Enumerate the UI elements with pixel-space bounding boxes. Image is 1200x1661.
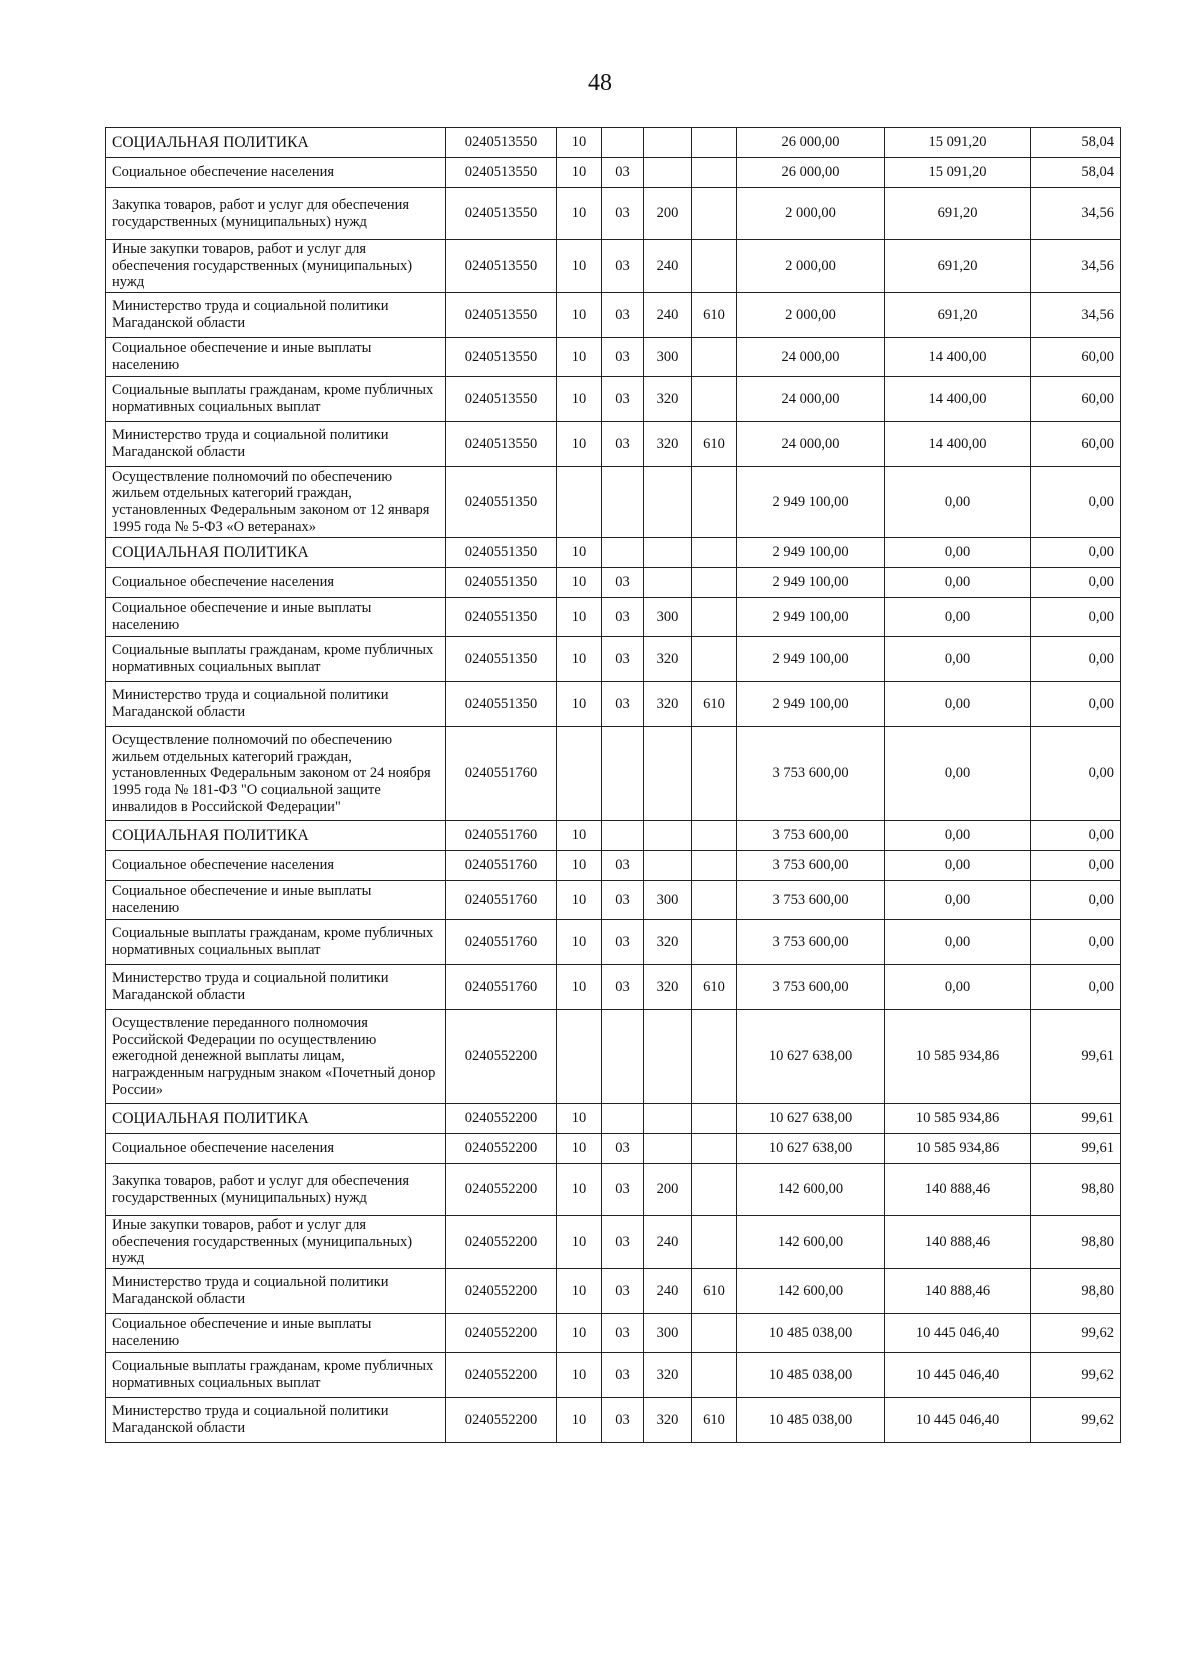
target-article-code-cell: 0240513550 <box>446 338 557 377</box>
execution-percent-cell: 98,80 <box>1031 1269 1121 1314</box>
target-article-code-cell: 0240551350 <box>446 637 557 682</box>
executed-amount-cell: 0,00 <box>885 598 1031 637</box>
section-code-cell: 10 <box>557 188 602 240</box>
executed-amount-cell: 691,20 <box>885 188 1031 240</box>
planned-amount-cell: 3 753 600,00 <box>737 920 885 965</box>
program-name-cell: Министерство труда и социальной политики Магаданской области <box>106 1269 446 1314</box>
execution-percent-cell: 58,04 <box>1031 158 1121 188</box>
subsection-code-cell: 03 <box>602 851 644 881</box>
executed-amount-cell: 140 888,46 <box>885 1164 1031 1216</box>
section-code-cell: 10 <box>557 538 602 568</box>
section-code-cell: 10 <box>557 293 602 338</box>
expense-type-code-cell <box>644 568 692 598</box>
table-row <box>106 881 1121 920</box>
target-article-code-cell: 0240552200 <box>446 1216 557 1269</box>
program-name-cell: Иные закупки товаров, работ и услуг для обеспечения государственных (муниципальных) нужд <box>106 240 446 293</box>
subsection-code-cell: 03 <box>602 158 644 188</box>
executed-amount-cell: 0,00 <box>885 682 1031 727</box>
target-article-code-cell: 0240513550 <box>446 422 557 467</box>
subsection-code-cell <box>602 128 644 158</box>
budget-manager-code-cell <box>692 158 737 188</box>
section-code-cell: 10 <box>557 920 602 965</box>
execution-percent-cell: 98,80 <box>1031 1216 1121 1269</box>
budget-manager-code-cell <box>692 1104 737 1134</box>
target-article-code-cell: 0240552200 <box>446 1398 557 1443</box>
executed-amount-cell: 10 445 046,40 <box>885 1314 1031 1353</box>
subsection-code-cell: 03 <box>602 338 644 377</box>
execution-percent-cell: 99,62 <box>1031 1353 1121 1398</box>
section-code-cell: 10 <box>557 1353 602 1398</box>
table-row <box>106 727 1121 821</box>
subsection-code-cell: 03 <box>602 920 644 965</box>
executed-amount-cell: 14 400,00 <box>885 377 1031 422</box>
program-name-cell: Министерство труда и социальной политики Магаданской области <box>106 1398 446 1443</box>
expense-type-code-cell: 240 <box>644 1216 692 1269</box>
expense-type-code-cell <box>644 1134 692 1164</box>
planned-amount-cell: 3 753 600,00 <box>737 727 885 821</box>
subsection-code-cell <box>602 821 644 851</box>
expense-type-code-cell <box>644 158 692 188</box>
execution-percent-cell: 0,00 <box>1031 727 1121 821</box>
section-code-cell: 10 <box>557 1269 602 1314</box>
table-row <box>106 1398 1121 1443</box>
execution-percent-cell: 99,62 <box>1031 1314 1121 1353</box>
planned-amount-cell: 24 000,00 <box>737 377 885 422</box>
target-article-code-cell: 0240513550 <box>446 293 557 338</box>
expense-type-code-cell <box>644 1010 692 1104</box>
section-code-cell: 10 <box>557 682 602 727</box>
subsection-code-cell: 03 <box>602 1314 644 1353</box>
table-row <box>106 338 1121 377</box>
target-article-code-cell: 0240513550 <box>446 158 557 188</box>
execution-percent-cell: 99,61 <box>1031 1134 1121 1164</box>
table-row <box>106 1010 1121 1104</box>
section-code-cell: 10 <box>557 240 602 293</box>
executed-amount-cell: 10 585 934,86 <box>885 1010 1031 1104</box>
executed-amount-cell: 0,00 <box>885 637 1031 682</box>
planned-amount-cell: 2 949 100,00 <box>737 682 885 727</box>
target-article-code-cell: 0240551350 <box>446 682 557 727</box>
table-row <box>106 1314 1121 1353</box>
target-article-code-cell: 0240552200 <box>446 1269 557 1314</box>
target-article-code-cell: 0240552200 <box>446 1010 557 1104</box>
expense-type-code-cell <box>644 538 692 568</box>
expense-type-code-cell: 320 <box>644 422 692 467</box>
target-article-code-cell: 0240551350 <box>446 598 557 637</box>
program-name-cell: Социальное обеспечение и иные выплаты населению <box>106 1314 446 1353</box>
execution-percent-cell: 34,56 <box>1031 188 1121 240</box>
subsection-code-cell: 03 <box>602 1353 644 1398</box>
budget-manager-code-cell <box>692 1164 737 1216</box>
planned-amount-cell: 142 600,00 <box>737 1164 885 1216</box>
program-name-cell: Социальное обеспечение населения <box>106 158 446 188</box>
execution-percent-cell: 0,00 <box>1031 881 1121 920</box>
section-code-cell: 10 <box>557 158 602 188</box>
program-name-cell: Осуществление переданного полномочия Российской Федерации по осуществлению ежегодной денежной выплаты лицам, награжденным нагрудным знаком «Почетный донор России» <box>106 1010 446 1104</box>
subsection-code-cell: 03 <box>602 293 644 338</box>
section-code-cell: 10 <box>557 1398 602 1443</box>
expense-type-code-cell <box>644 821 692 851</box>
budget-manager-code-cell <box>692 128 737 158</box>
executed-amount-cell: 0,00 <box>885 727 1031 821</box>
budget-manager-code-cell: 610 <box>692 293 737 338</box>
execution-percent-cell: 58,04 <box>1031 128 1121 158</box>
section-code-cell: 10 <box>557 881 602 920</box>
budget-manager-code-cell <box>692 568 737 598</box>
expense-type-code-cell <box>644 128 692 158</box>
budget-manager-code-cell <box>692 821 737 851</box>
subsection-code-cell: 03 <box>602 568 644 598</box>
program-name-cell: Министерство труда и социальной политики Магаданской области <box>106 293 446 338</box>
planned-amount-cell: 24 000,00 <box>737 422 885 467</box>
budget-manager-code-cell: 610 <box>692 1269 737 1314</box>
execution-percent-cell: 34,56 <box>1031 240 1121 293</box>
budget-manager-code-cell <box>692 377 737 422</box>
executed-amount-cell: 10 585 934,86 <box>885 1104 1031 1134</box>
executed-amount-cell: 0,00 <box>885 920 1031 965</box>
subsection-code-cell: 03 <box>602 377 644 422</box>
program-name-cell: Министерство труда и социальной политики Магаданской области <box>106 682 446 727</box>
section-code-cell: 10 <box>557 851 602 881</box>
planned-amount-cell: 10 627 638,00 <box>737 1010 885 1104</box>
planned-amount-cell: 2 000,00 <box>737 240 885 293</box>
execution-percent-cell: 98,80 <box>1031 1164 1121 1216</box>
executed-amount-cell: 14 400,00 <box>885 338 1031 377</box>
target-article-code-cell: 0240551760 <box>446 727 557 821</box>
section-code-cell: 10 <box>557 568 602 598</box>
expense-type-code-cell <box>644 467 692 538</box>
expense-type-code-cell: 200 <box>644 188 692 240</box>
program-name-cell: Закупка товаров, работ и услуг для обеспечения государственных (муниципальных) нужд <box>106 188 446 240</box>
target-article-code-cell: 0240551760 <box>446 821 557 851</box>
execution-percent-cell: 99,61 <box>1031 1104 1121 1134</box>
budget-manager-code-cell <box>692 188 737 240</box>
execution-percent-cell: 60,00 <box>1031 377 1121 422</box>
planned-amount-cell: 2 949 100,00 <box>737 637 885 682</box>
budget-manager-code-cell <box>692 851 737 881</box>
section-code-cell: 10 <box>557 1314 602 1353</box>
expense-type-code-cell: 320 <box>644 682 692 727</box>
executed-amount-cell: 0,00 <box>885 851 1031 881</box>
section-code-cell: 10 <box>557 1216 602 1269</box>
execution-percent-cell: 0,00 <box>1031 598 1121 637</box>
program-name-cell: Закупка товаров, работ и услуг для обеспечения государственных (муниципальных) нужд <box>106 1164 446 1216</box>
budget-manager-code-cell <box>692 538 737 568</box>
subsection-code-cell: 03 <box>602 1134 644 1164</box>
execution-percent-cell: 0,00 <box>1031 637 1121 682</box>
budget-manager-code-cell <box>692 920 737 965</box>
expense-type-code-cell: 300 <box>644 598 692 637</box>
table-row <box>106 1104 1121 1134</box>
section-code-cell: 10 <box>557 1104 602 1134</box>
subsection-code-cell: 03 <box>602 422 644 467</box>
subsection-code-cell <box>602 467 644 538</box>
subsection-code-cell <box>602 1104 644 1134</box>
subsection-code-cell: 03 <box>602 637 644 682</box>
program-name-cell: Социальные выплаты гражданам, кроме публичных нормативных социальных выплат <box>106 377 446 422</box>
planned-amount-cell: 10 485 038,00 <box>737 1353 885 1398</box>
budget-manager-code-cell: 610 <box>692 965 737 1010</box>
planned-amount-cell: 26 000,00 <box>737 158 885 188</box>
expense-type-code-cell: 320 <box>644 1353 692 1398</box>
program-name-cell: Социальное обеспечение населения <box>106 1134 446 1164</box>
table-row <box>106 568 1121 598</box>
target-article-code-cell: 0240551350 <box>446 568 557 598</box>
subsection-code-cell: 03 <box>602 1398 644 1443</box>
subsection-code-cell: 03 <box>602 881 644 920</box>
execution-percent-cell: 34,56 <box>1031 293 1121 338</box>
program-name-cell: СОЦИАЛЬНАЯ ПОЛИТИКА <box>106 821 446 851</box>
expense-type-code-cell <box>644 1104 692 1134</box>
table-row <box>106 293 1121 338</box>
budget-manager-code-cell <box>692 1134 737 1164</box>
program-name-cell: Иные закупки товаров, работ и услуг для обеспечения государственных (муниципальных) нужд <box>106 1216 446 1269</box>
table-row <box>106 240 1121 293</box>
table-row <box>106 637 1121 682</box>
program-name-cell: Осуществление полномочий по обеспечению жильем отдельных категорий граждан, установленных Федеральным законом от 24 ноября 1995 года № 181-ФЗ "О социальной защите инвалидов в Российской Федерации" <box>106 727 446 821</box>
planned-amount-cell: 3 753 600,00 <box>737 965 885 1010</box>
target-article-code-cell: 0240513550 <box>446 128 557 158</box>
program-name-cell: Осуществление полномочий по обеспечению жильем отдельных категорий граждан, установленных Федеральным законом от 12 января 1995 года № 5-ФЗ «О ветеранах» <box>106 467 446 538</box>
subsection-code-cell <box>602 538 644 568</box>
budget-manager-code-cell <box>692 727 737 821</box>
planned-amount-cell: 3 753 600,00 <box>737 851 885 881</box>
executed-amount-cell: 10 585 934,86 <box>885 1134 1031 1164</box>
expense-type-code-cell <box>644 851 692 881</box>
execution-percent-cell: 0,00 <box>1031 568 1121 598</box>
table-row <box>106 598 1121 637</box>
planned-amount-cell: 2 000,00 <box>737 188 885 240</box>
program-name-cell: СОЦИАЛЬНАЯ ПОЛИТИКА <box>106 128 446 158</box>
execution-percent-cell: 0,00 <box>1031 851 1121 881</box>
executed-amount-cell: 0,00 <box>885 467 1031 538</box>
budget-manager-code-cell: 610 <box>692 1398 737 1443</box>
planned-amount-cell: 10 627 638,00 <box>737 1134 885 1164</box>
program-name-cell: СОЦИАЛЬНАЯ ПОЛИТИКА <box>106 1104 446 1134</box>
section-code-cell: 10 <box>557 1134 602 1164</box>
planned-amount-cell: 2 000,00 <box>737 293 885 338</box>
program-name-cell: Социальное обеспечение и иные выплаты населению <box>106 881 446 920</box>
section-code-cell: 10 <box>557 1164 602 1216</box>
table-row <box>106 467 1121 538</box>
budget-manager-code-cell <box>692 637 737 682</box>
budget-execution-table <box>105 127 1121 1443</box>
section-code-cell: 10 <box>557 128 602 158</box>
table-row <box>106 422 1121 467</box>
budget-manager-code-cell <box>692 1353 737 1398</box>
program-name-cell: Социальные выплаты гражданам, кроме публичных нормативных социальных выплат <box>106 920 446 965</box>
expense-type-code-cell: 300 <box>644 1314 692 1353</box>
table-row <box>106 821 1121 851</box>
execution-percent-cell: 0,00 <box>1031 682 1121 727</box>
planned-amount-cell: 3 753 600,00 <box>737 881 885 920</box>
section-code-cell: 10 <box>557 338 602 377</box>
planned-amount-cell: 26 000,00 <box>737 128 885 158</box>
section-code-cell: 10 <box>557 637 602 682</box>
target-article-code-cell: 0240551350 <box>446 467 557 538</box>
execution-percent-cell: 60,00 <box>1031 422 1121 467</box>
expense-type-code-cell: 240 <box>644 240 692 293</box>
expense-type-code-cell <box>644 727 692 821</box>
section-code-cell: 10 <box>557 965 602 1010</box>
section-code-cell: 10 <box>557 422 602 467</box>
budget-manager-code-cell <box>692 338 737 377</box>
target-article-code-cell: 0240552200 <box>446 1353 557 1398</box>
subsection-code-cell: 03 <box>602 965 644 1010</box>
executed-amount-cell: 10 445 046,40 <box>885 1398 1031 1443</box>
table-row <box>106 377 1121 422</box>
subsection-code-cell: 03 <box>602 240 644 293</box>
section-code-cell <box>557 727 602 821</box>
execution-percent-cell: 0,00 <box>1031 538 1121 568</box>
planned-amount-cell: 2 949 100,00 <box>737 568 885 598</box>
budget-manager-code-cell <box>692 1216 737 1269</box>
budget-manager-code-cell: 610 <box>692 682 737 727</box>
section-code-cell <box>557 1010 602 1104</box>
planned-amount-cell: 142 600,00 <box>737 1216 885 1269</box>
planned-amount-cell: 10 485 038,00 <box>737 1398 885 1443</box>
program-name-cell: Министерство труда и социальной политики Магаданской области <box>106 422 446 467</box>
expense-type-code-cell: 240 <box>644 293 692 338</box>
page-number: 48 <box>588 70 612 96</box>
table-row <box>106 1216 1121 1269</box>
table-row <box>106 1164 1121 1216</box>
program-name-cell: Социальные выплаты гражданам, кроме публичных нормативных социальных выплат <box>106 1353 446 1398</box>
table-row <box>106 158 1121 188</box>
executed-amount-cell: 0,00 <box>885 538 1031 568</box>
executed-amount-cell: 0,00 <box>885 568 1031 598</box>
table-body <box>106 128 1121 1443</box>
budget-manager-code-cell: 610 <box>692 422 737 467</box>
table-row <box>106 1269 1121 1314</box>
subsection-code-cell <box>602 727 644 821</box>
section-code-cell: 10 <box>557 598 602 637</box>
budget-manager-code-cell <box>692 240 737 293</box>
target-article-code-cell: 0240551760 <box>446 881 557 920</box>
budget-manager-code-cell <box>692 881 737 920</box>
section-code-cell <box>557 467 602 538</box>
target-article-code-cell: 0240552200 <box>446 1314 557 1353</box>
budget-manager-code-cell <box>692 598 737 637</box>
target-article-code-cell: 0240551350 <box>446 538 557 568</box>
subsection-code-cell: 03 <box>602 188 644 240</box>
planned-amount-cell: 10 485 038,00 <box>737 1314 885 1353</box>
table-row <box>106 965 1121 1010</box>
expense-type-code-cell: 320 <box>644 377 692 422</box>
subsection-code-cell <box>602 1010 644 1104</box>
target-article-code-cell: 0240513550 <box>446 188 557 240</box>
executed-amount-cell: 691,20 <box>885 293 1031 338</box>
table-row <box>106 128 1121 158</box>
execution-percent-cell: 0,00 <box>1031 821 1121 851</box>
program-name-cell: Социальное обеспечение населения <box>106 851 446 881</box>
section-code-cell: 10 <box>557 377 602 422</box>
table-row <box>106 682 1121 727</box>
target-article-code-cell: 0240513550 <box>446 377 557 422</box>
subsection-code-cell: 03 <box>602 1164 644 1216</box>
planned-amount-cell: 2 949 100,00 <box>737 598 885 637</box>
subsection-code-cell: 03 <box>602 682 644 727</box>
expense-type-code-cell: 320 <box>644 1398 692 1443</box>
subsection-code-cell: 03 <box>602 598 644 637</box>
expense-type-code-cell: 200 <box>644 1164 692 1216</box>
planned-amount-cell: 2 949 100,00 <box>737 467 885 538</box>
subsection-code-cell: 03 <box>602 1216 644 1269</box>
execution-percent-cell: 0,00 <box>1031 920 1121 965</box>
target-article-code-cell: 0240552200 <box>446 1164 557 1216</box>
table-row <box>106 851 1121 881</box>
executed-amount-cell: 0,00 <box>885 965 1031 1010</box>
expense-type-code-cell: 320 <box>644 637 692 682</box>
expense-type-code-cell: 240 <box>644 1269 692 1314</box>
executed-amount-cell: 691,20 <box>885 240 1031 293</box>
program-name-cell: Социальное обеспечение и иные выплаты населению <box>106 338 446 377</box>
executed-amount-cell: 140 888,46 <box>885 1216 1031 1269</box>
table-row <box>106 1134 1121 1164</box>
target-article-code-cell: 0240551760 <box>446 920 557 965</box>
expense-type-code-cell: 320 <box>644 965 692 1010</box>
executed-amount-cell: 15 091,20 <box>885 158 1031 188</box>
budget-manager-code-cell <box>692 467 737 538</box>
program-name-cell: Социальные выплаты гражданам, кроме публичных нормативных социальных выплат <box>106 637 446 682</box>
expense-type-code-cell: 300 <box>644 881 692 920</box>
table-row <box>106 920 1121 965</box>
planned-amount-cell: 2 949 100,00 <box>737 538 885 568</box>
program-name-cell: Социальное обеспечение и иные выплаты населению <box>106 598 446 637</box>
executed-amount-cell: 0,00 <box>885 821 1031 851</box>
budget-manager-code-cell <box>692 1010 737 1104</box>
target-article-code-cell: 0240551760 <box>446 965 557 1010</box>
execution-percent-cell: 0,00 <box>1031 965 1121 1010</box>
execution-percent-cell: 99,62 <box>1031 1398 1121 1443</box>
execution-percent-cell: 99,61 <box>1031 1010 1121 1104</box>
program-name-cell: СОЦИАЛЬНАЯ ПОЛИТИКА <box>106 538 446 568</box>
executed-amount-cell: 0,00 <box>885 881 1031 920</box>
planned-amount-cell: 24 000,00 <box>737 338 885 377</box>
executed-amount-cell: 140 888,46 <box>885 1269 1031 1314</box>
table-row <box>106 1353 1121 1398</box>
table-row <box>106 538 1121 568</box>
program-name-cell: Министерство труда и социальной политики Магаданской области <box>106 965 446 1010</box>
execution-percent-cell: 0,00 <box>1031 467 1121 538</box>
program-name-cell: Социальное обеспечение населения <box>106 568 446 598</box>
executed-amount-cell: 10 445 046,40 <box>885 1353 1031 1398</box>
table-row <box>106 188 1121 240</box>
target-article-code-cell: 0240513550 <box>446 240 557 293</box>
target-article-code-cell: 0240552200 <box>446 1104 557 1134</box>
planned-amount-cell: 142 600,00 <box>737 1269 885 1314</box>
executed-amount-cell: 15 091,20 <box>885 128 1031 158</box>
executed-amount-cell: 14 400,00 <box>885 422 1031 467</box>
expense-type-code-cell: 300 <box>644 338 692 377</box>
expense-type-code-cell: 320 <box>644 920 692 965</box>
target-article-code-cell: 0240551760 <box>446 851 557 881</box>
planned-amount-cell: 3 753 600,00 <box>737 821 885 851</box>
subsection-code-cell: 03 <box>602 1269 644 1314</box>
budget-manager-code-cell <box>692 1314 737 1353</box>
planned-amount-cell: 10 627 638,00 <box>737 1104 885 1134</box>
section-code-cell: 10 <box>557 821 602 851</box>
target-article-code-cell: 0240552200 <box>446 1134 557 1164</box>
execution-percent-cell: 60,00 <box>1031 338 1121 377</box>
